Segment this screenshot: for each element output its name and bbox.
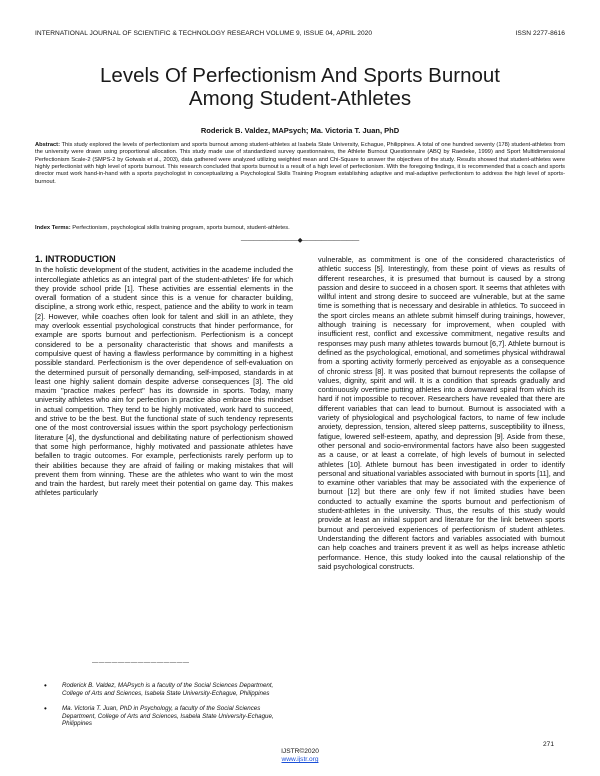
- publisher: IJSTR©2020: [281, 748, 319, 755]
- page-number: 271: [543, 741, 555, 748]
- section-divider: —————————◆—————————: [240, 237, 360, 244]
- index-terms: [35, 225, 565, 231]
- footnote-rule: ———————————————: [92, 660, 190, 666]
- issn: ISSN 2277-8616: [515, 30, 565, 37]
- running-header: [35, 30, 565, 37]
- right-column: [318, 255, 565, 571]
- intro-paragraph-right: vulnerable, as commitment is one of the considered characteristics of athletic success [5]. Interestingly, from these point of views as results of different researches, it is presumed that burnout is caused by a strong passion and desire to succeed in a chosen sport. It seems that athletes with willful intent and strong desire to succeed are vulnerable, but at the same time is something that is necessary and desirable in athletics. To succeed in the sport circles means an athlete submit himself during trainings, however, although training is necessary for improvement, when coupled with insufficient rest, conflict and excessive commitment, negative results and responses may push many athletes towards burnout [6,7]. Athlete burnout is defined as the psychological, emotional, and sometimes physical withdrawal from a sporting activity formerly perceived as enjoyable as a consequence of chronic stress [8]. It was posited that burnout represents the collapse of values, dignity, spirit and will. It is a condition that spreads gradually and continuously overtime putting athletes into a downward spiral from which its hard if not impossible to recover. Researchers have revealed that there are different variables that can lead to burnout. Burnout is associated with a variety of physiological and psychological factors, to name of few include anxiety, depression, tension, altered sleep patterns, susceptibility to illness, fatigue, lowered self-esteem, apathy, and depression [9]. Aside from these, other personal and socio-environmental factors have also been suggested as a cause, or at least a correlate, of high levels of burnout in selected athletes [10]. Athlete burnout has been investigated in order to identify personal and situational variables associated with burnout in sports [11], and to examine other variables that may be associated with the experience of burnout [12] but there are only few if not limited studies have been conducted to actually examine the sports burnout and perfectionism of student-athletes in the university. Thus, the results of this study would provide at least an initial support and literature for the link between sports burnout and perceived experiences of perfectionism of student athletes. Understanding the different factors and variables associated with burnout can help coaches and trainers prevent it as well as helps increase athletic performance. Hence, this study looked into the causal relationship of the said psychological constructs.: [318, 255, 565, 571]
- index-terms-label: Index Terms:: [35, 225, 71, 231]
- footnote-author-2: • Ma. Victoria T. Juan, PhD in Psychology, a faculty of the Social Sciences Department, College of Arts and Sciences, Isabela State University-Echague, Philippines: [62, 705, 280, 728]
- title-line-1: Levels Of Perfectionism And Sports Burnout: [100, 64, 500, 87]
- paper-title: [60, 64, 540, 110]
- footnotes: [40, 682, 280, 736]
- abstract: [35, 142, 565, 186]
- abstract-text: This study explored the levels of perfectionism and sports burnout among student-athletes at Isabela State University, Echague, Philippines. A total of one hundred seventy (178) student-athletes from the university were drawn using proportional allocation. This study made use of standardized survey questionnaires, the Athlete Burnout Questionnaire (ABQ by Raedeke, 1999) and Sport Multidimensional Perfectionism Scale-2 (SMPS-2 by Gotwals et al., 2003), data gathered were analyzed utilizing weighted mean and Chi-Square to answer the objectives of the study. Results showed that student-athletes were highly perfectionist with high level of sports burnout. This research concluded that sports burnout is a result of a high level of perfectionism. With the foregoing findings, it is recommended that a coach and sports director must work hand-in-hand with a sports psychologist in conceptualizing a Psychological Skills Training Program establishing adaptive and mal-adaptive perfectionism to address the high level of sports-burnout.: [35, 142, 565, 185]
- section-heading: 1. INTRODUCTION: [35, 254, 116, 264]
- left-column: [35, 255, 293, 498]
- index-terms-text: Perfectionism, psychological skills training program, sports burnout, student-athletes.: [70, 225, 290, 231]
- journal-name: INTERNATIONAL JOURNAL OF SCIENTIFIC & TECHNOLOGY RESEARCH VOLUME 9, ISSUE 04, APRIL 2020: [35, 30, 373, 37]
- page-footer: [0, 748, 600, 764]
- authors: Roderick B. Valdez, MAPsych; Ma. Victoria T. Juan, PhD: [200, 126, 400, 135]
- abstract-label: Abstract:: [35, 142, 60, 148]
- footnote-author-1: • Roderick B. Valdez, MAPsych is a faculty of the Social Sciences Department, College of Arts and Sciences, Isabela State University-Echague, Philippines: [62, 682, 280, 697]
- title-line-2: Among Student-Athletes: [188, 87, 412, 110]
- intro-paragraph-left: In the holistic development of the student, activities in the academe included the intercollegiate athletics as an integral part of the student-athletes' life for which they provide school pride [1]. These activities are essential elements in the overall formation of a student since this is a venue for character building, discipline, a strong work ethic, respect, patience and the ability to work in team [2]. However, while coaches often look for talent and skill in an athlete, they may overlook essential psychological constructs that hinder performance, for example are sports burnout and perfectionism. Perfectionism is a concept considered to be a personality characteristic that shows and manifests a compulsive quest of having a flawless performance by committing in a highest possible standard. Perfectionism is the over dependence of self-evaluation on the determined pursuit of personally demanding, self-imposed, standards in at least one highly salient domain despite adverse consequences [3]. The old maxim "practice makes perfect" has its downside in sports. Today, many university athletes who aim for perfection in practice also embrace this mindset in actual competition. They tend to be highly motivated, work hard to succeed, and strive to be the best. But the functional state of such tendency represents one of the most controversial issues within the sport psychology perfectionism literature [4], the dysfunctional and debilitating nature of perfectionism showed that some high performance, highly motivated and passionate athletes have befallen to tragic outcomes. For example, perfectionists rarely perform up to their abilities because they are afraid of failing or making mistakes that will prevent them from winning. These are the athletes who want to win the most and train the hardest, but rarely meet their potential on game day. This makes athletes particularly: [35, 265, 293, 498]
- website-link[interactable]: www.ijstr.org: [281, 756, 319, 763]
